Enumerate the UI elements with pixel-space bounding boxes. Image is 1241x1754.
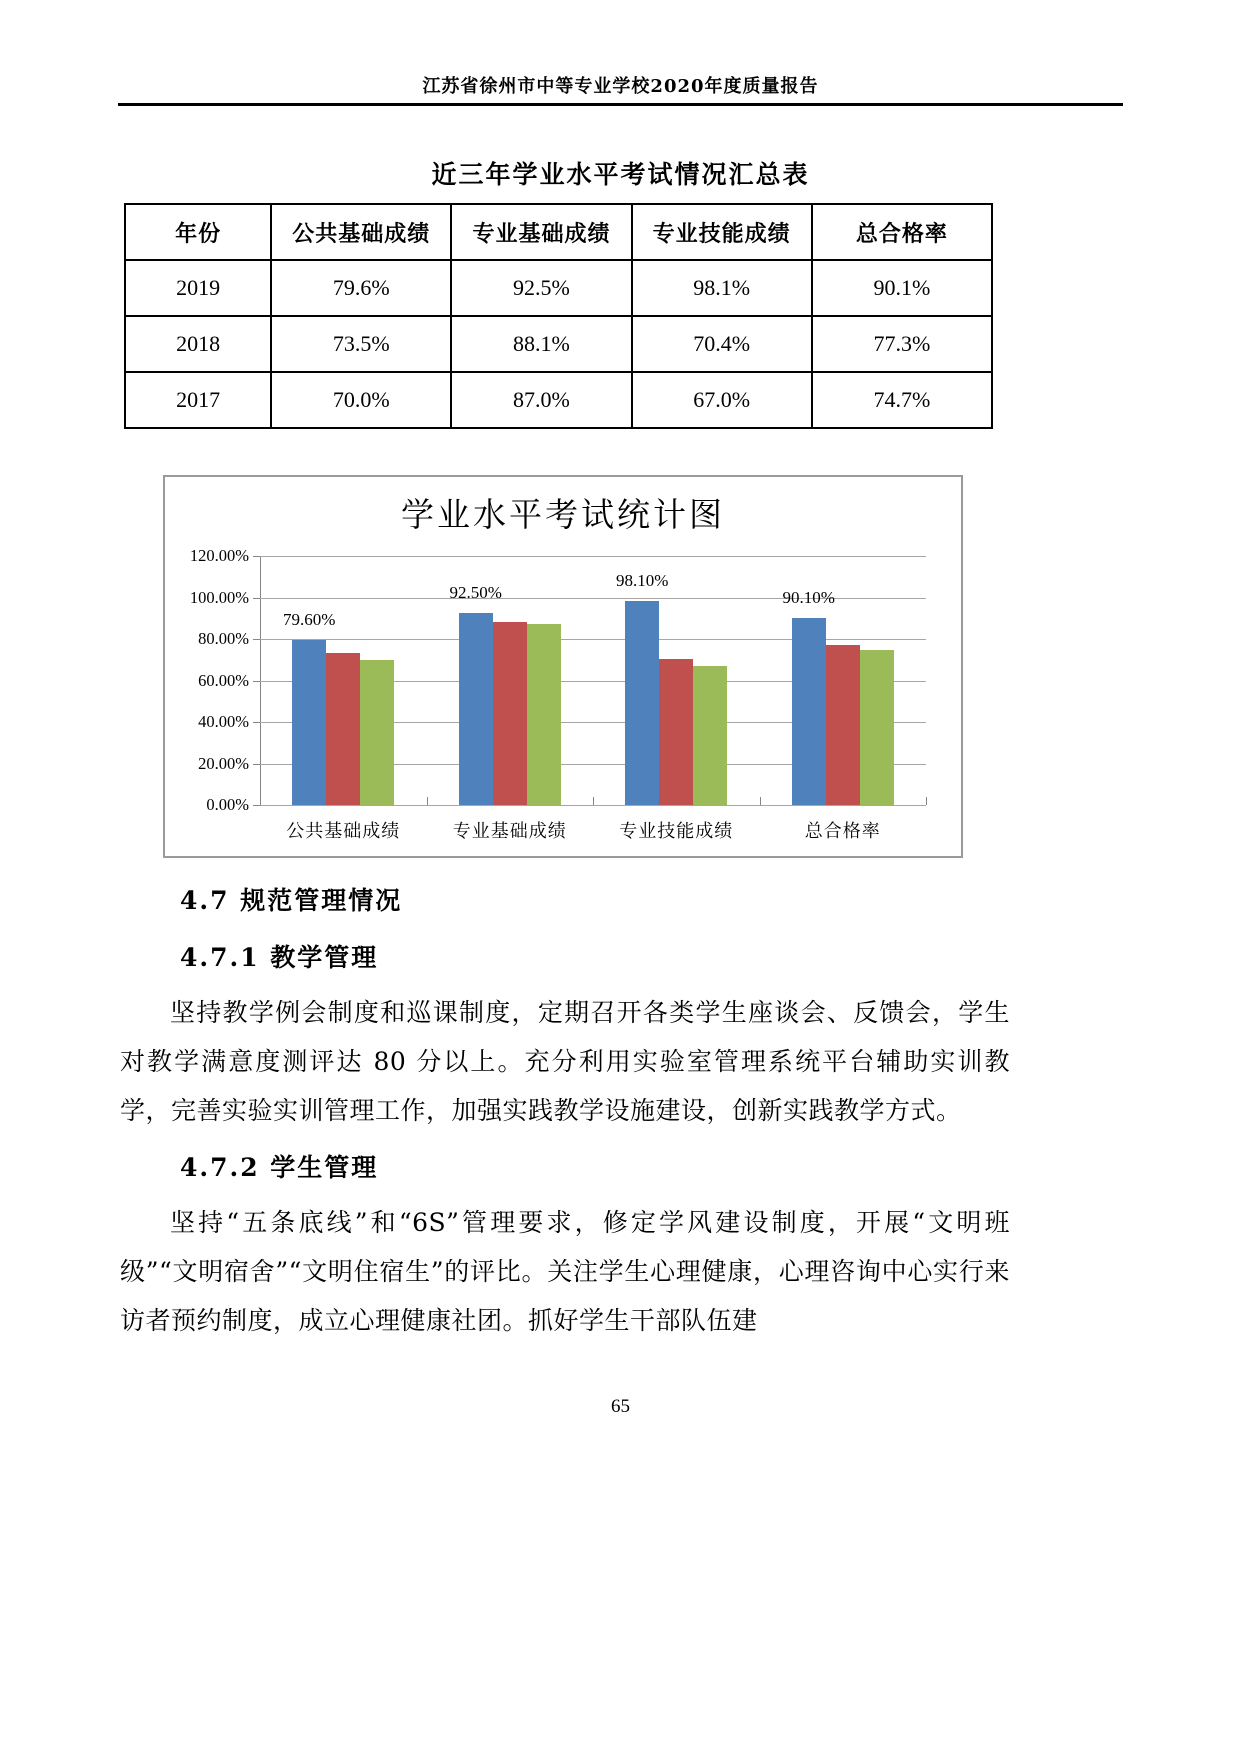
chart-bar bbox=[360, 660, 394, 805]
chart-bar-group bbox=[593, 556, 760, 805]
section-heading-4-7-2: 4.7.2 学生管理 bbox=[180, 1153, 379, 1182]
chart-title: 学业水平考试统计图 bbox=[401, 495, 725, 534]
chart-data-label: 90.10% bbox=[782, 588, 835, 608]
exam-statistics-chart bbox=[163, 475, 963, 858]
chart-data-label: 79.60% bbox=[283, 609, 336, 629]
table-cell-public-base: 70.0% bbox=[271, 372, 451, 428]
table-header-cell: 年份 bbox=[125, 204, 271, 260]
chart-y-tick bbox=[253, 639, 260, 640]
chart-y-tick-label: 40.00% bbox=[198, 712, 249, 731]
table-cell-public-base: 79.6% bbox=[271, 260, 451, 316]
chart-category-label: 公共基础成绩 bbox=[286, 821, 401, 842]
chart-data-label: 98.10% bbox=[616, 571, 669, 591]
chart-category-label: 总合格率 bbox=[804, 821, 881, 842]
paragraph-4-7-1: 坚持教学例会制度和巡课制度，定期召开各类学生座谈会、反馈会，学生对教学满意度测评达 80 分以上。充分利用实验室管理系统平台辅助实训教学，完善实验实训管理工作，加强实践教学设施建设，创新实践教学方式。 bbox=[120, 998, 1010, 1125]
chart-data-label: 92.50% bbox=[449, 583, 502, 603]
chart-category-group bbox=[593, 556, 760, 842]
section-heading-4-7-1: 4.7.1 教学管理 bbox=[180, 943, 379, 972]
table-cell-major-skill: 70.4% bbox=[632, 316, 812, 372]
chart-bar bbox=[792, 618, 826, 805]
table-cell-year: 2017 bbox=[125, 372, 271, 428]
chart-category-label: 专业技能成绩 bbox=[619, 821, 734, 842]
table-cell-year: 2018 bbox=[125, 316, 271, 372]
table-header-cell: 专业基础成绩 bbox=[451, 204, 631, 260]
chart-y-tick-label: 0.00% bbox=[206, 795, 249, 814]
chart-category-label: 专业基础成绩 bbox=[452, 821, 567, 842]
chart-y-tick-label: 80.00% bbox=[198, 629, 249, 648]
chart-bar bbox=[826, 645, 860, 805]
exam-summary-table bbox=[124, 203, 993, 429]
table-cell-major-base: 87.0% bbox=[451, 372, 631, 428]
section-heading-4-7: 4.7 规范管理情况 bbox=[180, 886, 403, 915]
chart-y-tick-label: 120.00% bbox=[189, 546, 249, 565]
chart-category-separator bbox=[926, 797, 927, 805]
chart-category-group bbox=[260, 556, 427, 842]
chart-bar bbox=[693, 666, 727, 805]
table-title: 近三年学业水平考试情况汇总表 bbox=[431, 160, 810, 189]
table-header-row bbox=[125, 204, 992, 260]
chart-bar bbox=[493, 622, 527, 805]
table-cell-major-skill: 98.1% bbox=[632, 260, 812, 316]
chart-y-tick-label: 100.00% bbox=[189, 587, 249, 607]
body-content bbox=[120, 868, 1120, 1345]
page-number: 65 bbox=[611, 1396, 630, 1417]
chart-gridline bbox=[260, 805, 926, 806]
table-header-cell: 公共基础成绩 bbox=[271, 204, 451, 260]
table-row bbox=[125, 372, 992, 428]
chart-y-tick bbox=[253, 805, 260, 806]
table-cell-total-pass: 77.3% bbox=[812, 316, 992, 372]
table-cell-major-skill: 67.0% bbox=[632, 372, 812, 428]
table-cell-year: 2019 bbox=[125, 260, 271, 316]
chart-bar bbox=[459, 613, 493, 805]
chart-y-tick-label: 60.00% bbox=[198, 670, 249, 690]
chart-plot-area bbox=[189, 546, 926, 842]
table-row bbox=[125, 316, 992, 372]
table-header-cell: 总合格率 bbox=[812, 204, 992, 260]
table-row bbox=[125, 260, 992, 316]
chart-y-tick-label: 20.00% bbox=[198, 753, 249, 773]
chart-bar bbox=[326, 653, 360, 806]
chart-bar-group bbox=[260, 556, 427, 805]
chart-y-tick bbox=[253, 681, 260, 682]
running-header bbox=[120, 72, 1121, 98]
table-cell-total-pass: 90.1% bbox=[812, 260, 992, 316]
chart-bar bbox=[659, 659, 693, 805]
table-header-cell: 专业技能成绩 bbox=[632, 204, 812, 260]
paragraph-4-7-2: 坚持“五条底线”和“6S”管理要求，修定学风建设制度，开展“文明班级”“文明宿舍”“文明住宿生”的评比。关注学生心理健康，心理咨询中心实行来访者预约制度，成立心理健康社团。抓好学生干部队伍建 bbox=[120, 1208, 1010, 1335]
table-cell-public-base: 73.5% bbox=[271, 316, 451, 372]
chart-y-tick bbox=[253, 722, 260, 723]
table-cell-major-base: 88.1% bbox=[451, 316, 631, 372]
table-cell-total-pass: 74.7% bbox=[812, 372, 992, 428]
chart-bar bbox=[625, 601, 659, 805]
chart-y-tick bbox=[253, 598, 260, 599]
chart-bar bbox=[292, 640, 326, 805]
chart-bar bbox=[527, 624, 561, 805]
chart-y-tick bbox=[253, 556, 260, 557]
table-cell-major-base: 92.5% bbox=[451, 260, 631, 316]
chart-y-tick bbox=[253, 764, 260, 765]
chart-bar bbox=[860, 650, 894, 805]
header-divider-rule bbox=[118, 103, 1123, 106]
running-header-text: 江苏省徐州市中等专业学校2020年度质量报告 bbox=[422, 76, 819, 97]
